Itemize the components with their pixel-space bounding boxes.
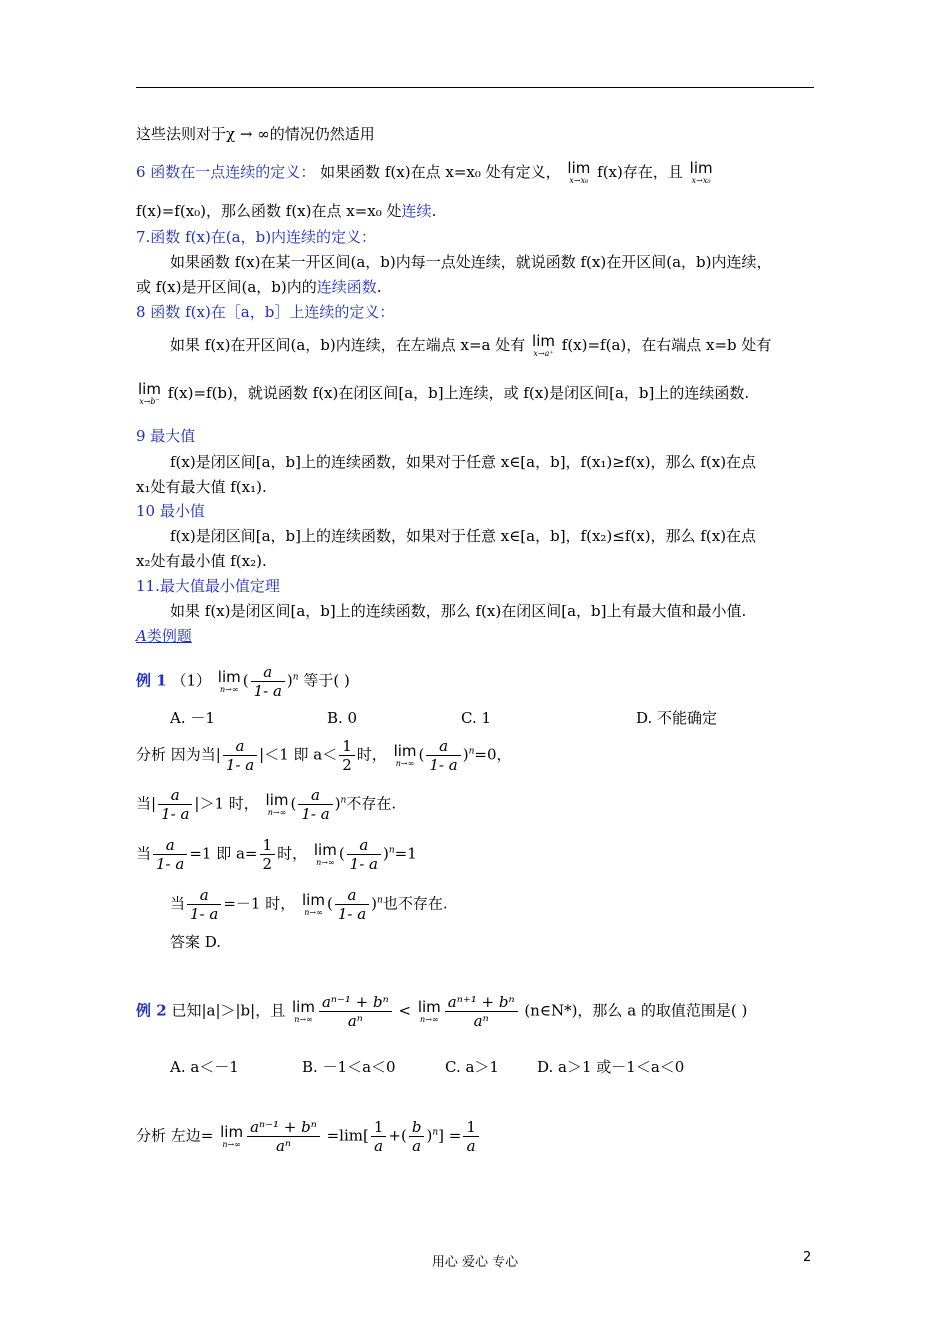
option-d: D. a＞1 或－1＜a＜0: [537, 1058, 685, 1076]
example-2-analysis: 分析 左边= lim n→∞ $\frac{\text{aⁿ⁻¹ + bⁿ}}{\text{aⁿ}}$ =lim[ $\frac{1}{a}$ +( $\frac{b}{a}$ )$^n$] = $\frac{1}{a}$: [136, 1118, 481, 1155]
analysis-text: =1: [394, 844, 417, 863]
section-8-text: f(x)=f(a)，在右端点 x=b 处有: [561, 336, 772, 354]
fraction: $\frac{a}{1- a}$: [251, 663, 285, 700]
fraction: $\frac{a}{1- a}$: [426, 737, 460, 774]
fraction: $\frac{1}{a}$: [371, 1118, 387, 1155]
page-number: 2: [803, 1250, 812, 1265]
a-prefix: A: [136, 627, 147, 645]
fraction: $\frac{\text{aⁿ⁻¹ + bⁿ}}{\text{aⁿ}}$: [247, 1118, 320, 1155]
analysis-text: 分析 因为当|: [136, 745, 221, 764]
section-6: [136, 160, 715, 186]
example-2-question: 例 2 已知|a|＞|b|，且 lim n→∞ $\frac{\text{aⁿ⁻¹ + bⁿ}}{\text{aⁿ}}$ < lim n→∞ $\frac{\text{aⁿ⁺¹ + bⁿ}}{\text{aⁿ}}$ (n∈N*)，那么 a 的取值范围是( ): [136, 993, 748, 1030]
section-10-line2: x₂处有最小值 f(x₂).: [136, 552, 267, 570]
fraction: $\frac{a}{1- a}$: [223, 737, 257, 774]
option-a: A. a＜－1: [170, 1058, 239, 1076]
section-6-label: 6 函数在一点连续的定义：: [136, 163, 316, 181]
fraction: $\frac{1}{2}$: [339, 737, 355, 774]
analysis-text: 分析 左边=: [136, 1126, 214, 1145]
section-8-text: f(x)=f(b)，就说函数 f(x)在闭区间[a，b]上连续，或 f(x)是闭区间[a，b]上的连续函数.: [167, 384, 750, 402]
section-8-text: 如果 f(x)在开区间(a，b)内连续，在左端点 x=a 处有: [170, 336, 526, 354]
fraction: $\frac{a}{1- a}$: [187, 886, 221, 923]
section-6-text2: f(x)存在，且: [597, 163, 683, 181]
continuity-link[interactable]: 连续: [401, 202, 432, 220]
section-7-line1: 如果函数 f(x)在某一开区间(a，b)内每一点处连续，就说函数 f(x)在开区间(a，b)内连续，: [170, 253, 772, 271]
section-10-label: 10 最小值: [136, 502, 205, 520]
analysis-text: 当: [170, 894, 186, 913]
section-11-line1: 如果 f(x)是闭区间[a，b]上的连续函数，那么 f(x)在闭区间[a，b]上有最大值和最小值.: [170, 602, 747, 620]
analysis-text: 当: [136, 844, 152, 863]
section-7-text: 或 f(x)是开区间(a，b)内的: [136, 278, 317, 296]
text-line: 这些法则对于χ → ∞的情况仍然适用: [136, 125, 375, 143]
limit-expr: lim n→∞: [217, 667, 241, 694]
question-tail: 等于( ): [303, 671, 350, 690]
continuous-function-link[interactable]: 连续函数: [316, 278, 377, 296]
option-b: B. －1＜a＜0: [302, 1058, 396, 1076]
example-1-analysis: 分析 因为当| $\frac{a}{1- a}$ |＜1 即 a＜ $\frac{1}{2}$ 时， lim n→∞ ( $\frac{a}{1- a}$ )$^n$=0，: [136, 737, 512, 774]
limit-expr: lim n→∞: [393, 741, 417, 768]
a-examples-heading[interactable]: [136, 626, 192, 646]
section-7-label: 7.函数 f(x)在(a，b)内连续的定义：: [136, 228, 377, 246]
example-1-case3: 当 $\frac{a}{1- a}$ =1 即 a= $\frac{1}{2}$ 时， lim n→∞ ( $\frac{a}{1- a}$ )$^n$=1: [136, 836, 417, 873]
section-6-text: f(x)=f(x₀)，那么函数 f(x)在点 x=x₀ 处: [136, 202, 402, 220]
fraction: $\frac{a}{1- a}$: [158, 786, 192, 823]
fraction: $\frac{\text{aⁿ⁺¹ + bⁿ}}{\text{aⁿ}}$: [445, 993, 518, 1030]
section-8-line2: [136, 381, 749, 407]
analysis-text: =0，: [474, 745, 512, 764]
section-6-text1: 如果函数 f(x)在点 x=x₀ 处有定义，: [320, 163, 561, 181]
option-b: B. 0: [327, 709, 358, 727]
question-text: (n∈N*)，那么 a 的取值范围是( ): [524, 1001, 748, 1020]
limit-expr: lim n→∞: [265, 790, 289, 817]
limit-expr: lim n→∞: [220, 1122, 244, 1149]
section-8-label: 8 函数 f(x)在［a，b］上连续的定义：: [136, 303, 395, 321]
fraction: $\frac{a}{1- a}$: [298, 786, 332, 823]
analysis-text: |＜1 即 a＜: [259, 745, 338, 764]
analysis-text: 时，: [277, 844, 308, 863]
limit-expr: lim n→∞: [417, 997, 441, 1024]
limit-expr: lim x→x₀: [567, 159, 591, 185]
option-d: D. 不能确定: [636, 709, 718, 727]
example-1-label: 例 1: [136, 671, 167, 690]
section-10-line1: f(x)是闭区间[a，b]上的连续函数，如果对于任意 x∈[a，b]，f(x₂)≤f(x)，那么 f(x)在点: [170, 527, 757, 545]
analysis-text: 时，: [356, 745, 387, 764]
question-number: （1）: [171, 671, 211, 690]
analysis-text: 当|: [136, 794, 157, 813]
fraction: $\frac{1}{2}$: [260, 836, 276, 873]
period: .: [376, 278, 382, 296]
limit-expr: lim n→∞: [313, 840, 337, 867]
section-9-line1: f(x)是闭区间[a，b]上的连续函数，如果对于任意 x∈[a，b]，f(x₁)≥f(x)，那么 f(x)在点: [170, 453, 757, 471]
section-7-line2: [136, 277, 382, 297]
fraction: $\frac{a}{1- a}$: [153, 836, 187, 873]
analysis-text: |＞1 时，: [194, 794, 259, 813]
option-c: C. 1: [461, 709, 492, 727]
limit-expr: lim x→a⁺: [532, 332, 555, 358]
question-text: 已知|a|＞|b|，且: [171, 1001, 286, 1020]
limit-expr: lim n→∞: [302, 890, 325, 917]
option-a: A. －1: [170, 709, 215, 727]
analysis-text: =－1 时，: [223, 894, 296, 913]
fraction: $\frac{a}{1- a}$: [335, 886, 369, 923]
fraction: $\frac{b}{a}$: [409, 1118, 425, 1155]
fraction: $\frac{a}{1- a}$: [347, 836, 381, 873]
page-footer: 用心 爱心 专心: [431, 1255, 519, 1270]
section-11-label: 11.最大值最小值定理: [136, 577, 280, 595]
limit-expr: lim n→∞: [292, 997, 315, 1024]
fraction: $\frac{\text{aⁿ⁻¹ + bⁿ}}{\text{aⁿ}}$: [319, 993, 392, 1030]
example-1-answer: 答案 D.: [170, 933, 222, 951]
section-9-label: 9 最大值: [136, 427, 196, 445]
analysis-text: 不存在.: [346, 794, 397, 813]
section-8-line1: [170, 333, 771, 359]
header-rule: [136, 87, 814, 88]
example-1-question: 例 1 （1） lim n→∞ ( $\frac{a}{1- a}$ )$^n$ 等于( ): [136, 663, 350, 700]
period: .: [431, 202, 437, 220]
limit-expr: lim x→b⁻: [138, 380, 161, 406]
a-examples-label: 类例题: [146, 627, 192, 645]
example-2-label: 例 2: [136, 1001, 167, 1020]
fraction: $\frac{1}{a}$: [463, 1118, 479, 1155]
analysis-text: =1 即 a=: [189, 844, 258, 863]
section-6-line2: [136, 201, 436, 221]
section-9-line2: x₁处有最大值 f(x₁).: [136, 478, 267, 496]
analysis-text: 也不存在.: [382, 894, 448, 913]
limit-expr: lim x→x₀: [689, 159, 713, 185]
example-1-case4: 当 $\frac{a}{1- a}$ =－1 时， lim n→∞ ( $\frac{a}{1- a}$ )$^n$也不存在.: [170, 886, 448, 923]
example-1-case2: 当| $\frac{a}{1- a}$ |＞1 时， lim n→∞ ( $\frac{a}{1- a}$ )$^n$不存在.: [136, 786, 397, 823]
option-c: C. a＞1: [445, 1058, 499, 1076]
